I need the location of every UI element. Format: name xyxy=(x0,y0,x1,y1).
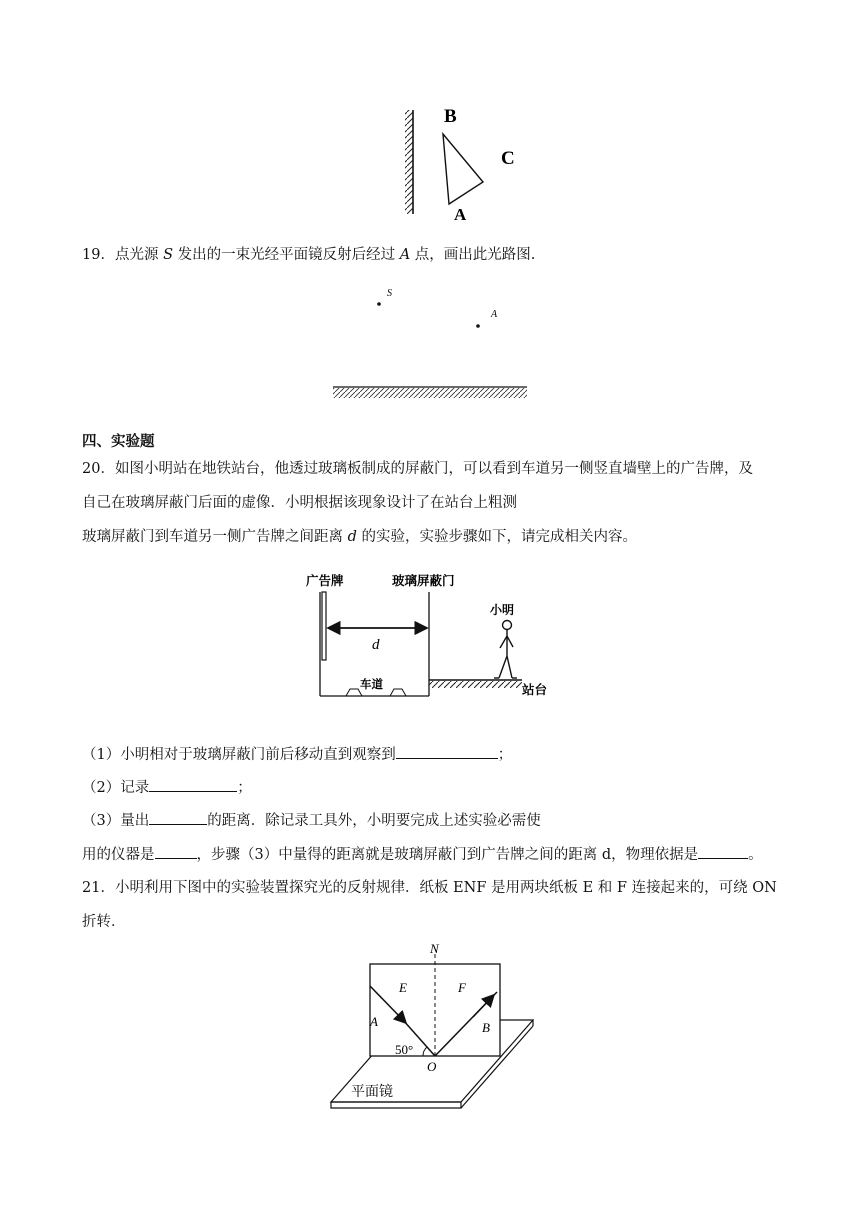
q20-line2: 自己在玻璃屏蔽门后面的虚像．小明根据该现象设计了在站台上粗测 xyxy=(82,495,517,511)
q20-continue: 用的仪器是 ，步骤（3）中量得的距离就是玻璃屏蔽门到广告牌之间的距离 d，物理依据是 。 xyxy=(82,844,763,865)
label-n: N xyxy=(430,941,439,956)
label-o: O xyxy=(427,1059,437,1074)
label-a: A xyxy=(454,205,467,224)
q21-line2: 折转． xyxy=(82,914,126,930)
q20-step2: （2）记录 ； xyxy=(82,777,252,798)
label-platform: 站台 xyxy=(522,683,548,697)
subway-figure xyxy=(300,568,560,708)
answer-blank-4[interactable] xyxy=(155,844,197,859)
label-d: d xyxy=(372,637,380,653)
point-s xyxy=(377,302,381,306)
label-door: 玻璃屏蔽门 xyxy=(392,574,455,588)
q20-step1: （1）小明相对于玻璃屏蔽门前后移动直到观察到 ； xyxy=(82,744,512,765)
answer-blank-1[interactable] xyxy=(396,744,498,759)
answer-blank-2[interactable] xyxy=(149,777,237,792)
label-a: A xyxy=(370,1014,378,1029)
q20-line3: 玻璃屏蔽门到车道另一侧广告牌之间距离 d 的实验，实验步骤如下，请完成相关内容。 xyxy=(82,529,638,545)
label-c: C xyxy=(501,148,515,169)
point-a xyxy=(476,324,480,328)
label-a: A xyxy=(491,309,498,320)
label-b: B xyxy=(444,106,457,127)
label-ad: 广告牌 xyxy=(306,574,344,588)
label-f: F xyxy=(458,980,466,995)
answer-blank-5[interactable] xyxy=(698,844,748,859)
q20-line1: 20．如图小明站在地铁站台，他透过玻璃板制成的屏蔽门，可以看到车道另一侧竖直墙壁上的广告牌，及 xyxy=(82,461,753,477)
person-icon xyxy=(494,621,517,679)
label-track: 车道 xyxy=(360,679,383,691)
label-ming: 小明 xyxy=(490,603,515,617)
answer-blank-3[interactable] xyxy=(149,810,207,825)
label-e: E xyxy=(399,980,407,995)
point-source-mirror-figure xyxy=(330,282,535,404)
section-title: 四、实验题 xyxy=(82,433,155,450)
label-b: B xyxy=(482,1020,490,1035)
label-angle: 50° xyxy=(395,1042,414,1057)
reflection-apparatus-figure xyxy=(325,940,540,1115)
q21-line1: 21．小明利用下图中的实验装置探究光的反射规律．纸板 ENF 是用两块纸板 E 和 F 连接起来的，可绕 ON xyxy=(82,880,777,896)
mirror-triangle-figure xyxy=(395,100,525,225)
q19-text: 19．点光源 S 发出的一束光经平面镜反射后经过 A 点，画出此光路图. xyxy=(82,247,536,263)
q20-step3: （3）量出 的距离．除记录工具外，小明要完成上述实验必需使 xyxy=(82,810,541,831)
label-mirror: 平面镜 xyxy=(351,1085,393,1100)
label-s: S xyxy=(387,288,392,299)
